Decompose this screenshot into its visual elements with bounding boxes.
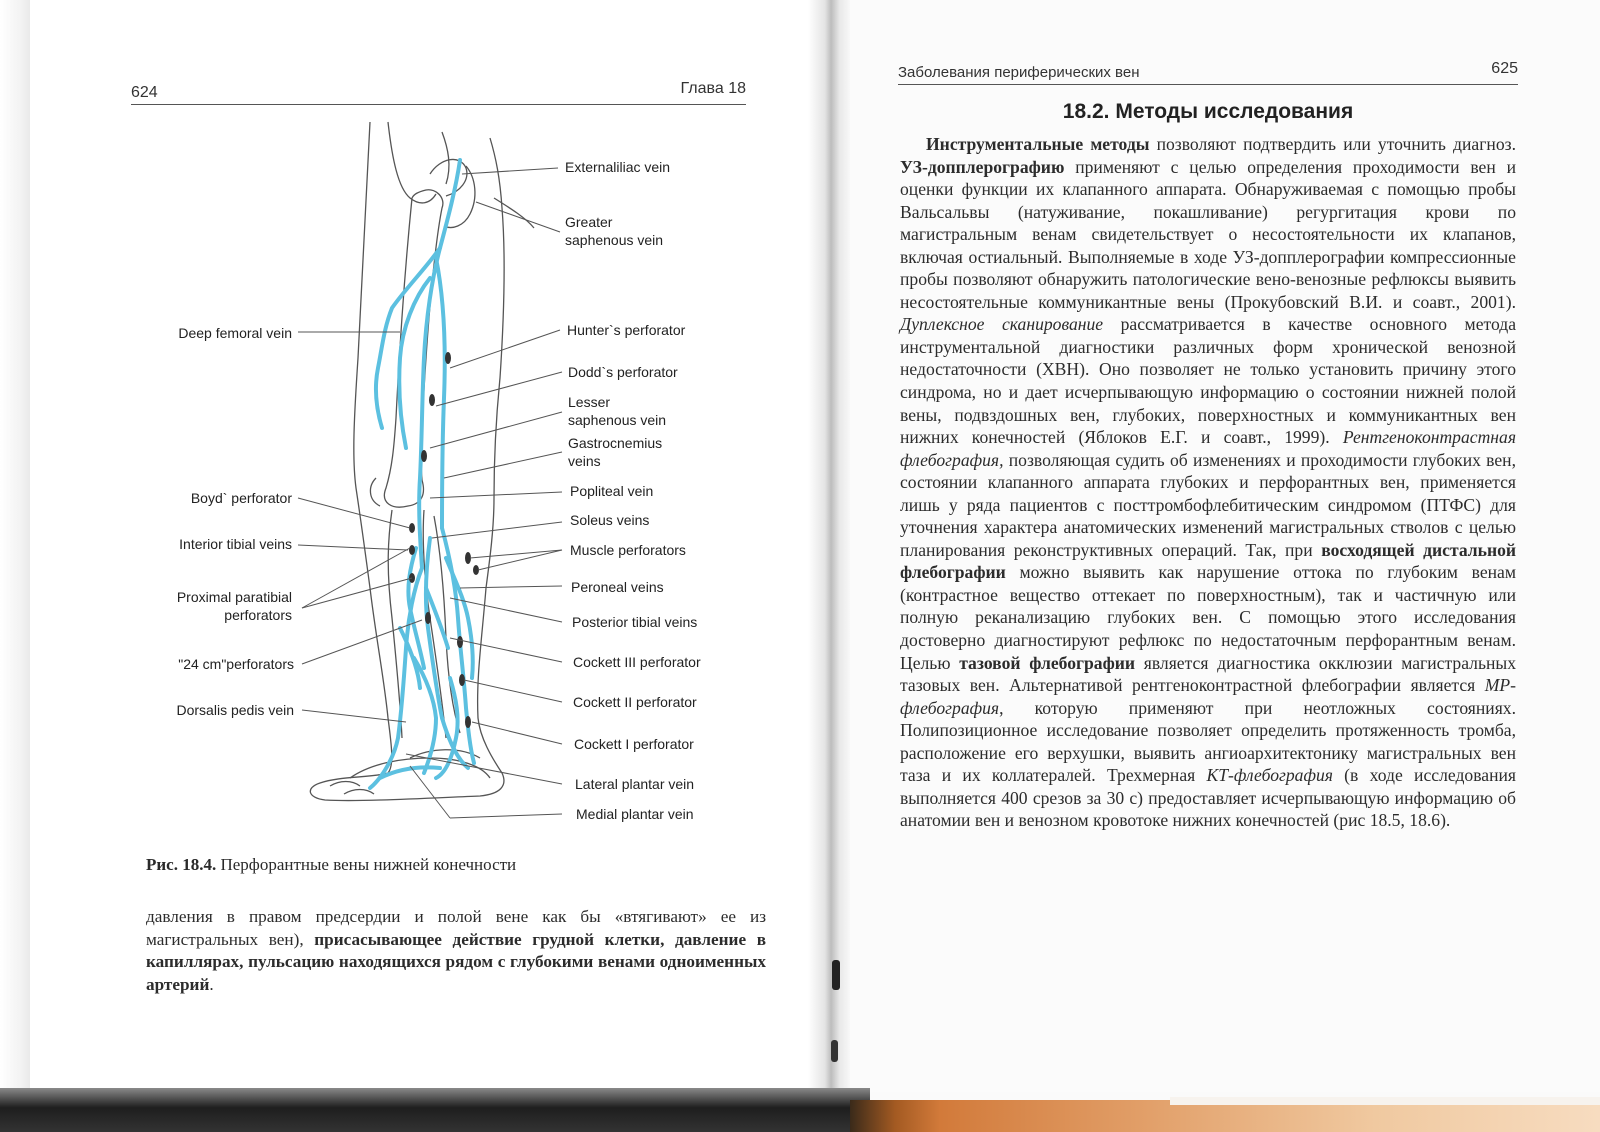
- text-run-bold: тазовой флебографии: [959, 652, 1136, 673]
- cover-shadow: [0, 1088, 870, 1132]
- label-proximal-paratibial-perforators: perforators: [224, 607, 292, 623]
- label-cockett-iii-perforator: Cockett III perforator: [573, 654, 701, 670]
- text-run-bold: УЗ-допплерографию: [900, 156, 1065, 177]
- left-page-text: [146, 906, 766, 996]
- label-peroneal-veins: Peroneal veins: [571, 579, 664, 595]
- label-gastrocnemius-veins: veins: [568, 453, 601, 469]
- label-cockett-i-perforator: Cockett I perforator: [574, 736, 694, 752]
- label-lesser-saphenous-vein: saphenous vein: [568, 412, 667, 428]
- text-run: применяют с целью определения проходимости вен и оценки функции их клапанного аппарата. Обнаруживаемая с помощью пробы Вальсальвы (натуживание, покашливание) регургитация крови по магистральным венам свидетельствует о несостоятельности их клапанов, включая остиальный. Выполняемые в ходе УЗ-допплерографии компрессионные пробы позволяют обнаружить патологические вено-венозные рефлюксы выявить несостоятельные коммуникантные вены (Прокубовский В.И. и соавт., 2001).: [900, 156, 1516, 312]
- text-run-italic: Дуплексное сканирование: [900, 314, 1104, 335]
- text-run: давления в правом предсердии и полой вене как бы «втягивают» ее из магистральных вен),: [146, 907, 766, 949]
- chapter-label: Глава 18: [680, 80, 746, 97]
- text-run: является диагностика окклюзии магистральных тазовых вен. Альтернативой рентгеноконтрастной флебографии является: [900, 652, 1516, 696]
- text-run-italic: КТ-флебография: [1206, 765, 1333, 786]
- text-run: позволяют подтвердить или уточнить диагноз.: [1149, 134, 1516, 154]
- text-run: .: [209, 974, 214, 994]
- label-dodds-perforator: Dodd`s perforator: [568, 364, 678, 380]
- label-proximal-paratibial: Proximal paratibial: [176, 589, 292, 605]
- running-title: Заболевания периферических вен: [898, 64, 1140, 81]
- label-24cm-perforators: "24 cm"perforators: [178, 656, 294, 672]
- label-greater-saphenous-vein: saphenous vein: [565, 232, 664, 248]
- left-page-number: 624: [131, 84, 158, 101]
- label-deep-femoral-vein: Deep femoral vein: [178, 325, 292, 341]
- text-run: можно выявить как нарушение оттока по глубоким венам (контрастное вещество оттекает по поверхностным), так и частичную или полную реканализацию глубоких вен. С помощью этого исследования достоверно диагностируют рефлюкс по недостаточным перфорантным венам. Целью: [900, 562, 1516, 673]
- label-hunters-perforator: Hunter`s perforator: [567, 322, 686, 338]
- label-soleus-veins: Soleus veins: [570, 512, 650, 528]
- caption-text: Перфорантные вены нижней конечности: [216, 855, 517, 874]
- label-dorsalis-pedis-vein: Dorsalis pedis vein: [176, 702, 294, 718]
- book-gutter: [808, 0, 850, 1110]
- label-interior-tibial-veins: Interior tibial veins: [179, 536, 292, 552]
- page-edge-strip: [1170, 1097, 1600, 1105]
- figure-caption: [146, 855, 766, 875]
- text-run-bold: восходящей дистальной флебографии: [900, 539, 1517, 583]
- right-running-head: [898, 60, 1518, 85]
- label-boyd-perforator: Boyd` perforator: [190, 490, 292, 506]
- label-greater: Greater: [565, 214, 613, 230]
- margin-mark: [831, 1040, 838, 1062]
- label-external-iliac-vein: Externaliliac vein: [565, 159, 671, 175]
- right-page-body: [900, 133, 1516, 832]
- text-run: (в ходе исследования выполняется 400 срезов за 30 с) предоставляет исчерпывающую информацию об анатомии вен и венозном кровотоке нижних конечностей (рис 18.5, 18.6).: [900, 765, 1517, 831]
- text-run-bold: присасывающее действие грудной клетки, давление в капиллярах, пульсацию находящихся рядом с глубокими венами одноименных артерий: [146, 929, 766, 994]
- margin-mark: [832, 960, 840, 990]
- label-gastrocnemius: Gastrocnemius: [568, 435, 663, 451]
- text-run: рассматривается в качестве основного метода инструментальной диагностики различных форм хронической венозной недостаточности (ХВН). Оно позволяет не только установить причину этого синдрома, но и дает исчерпывающую информацию о состоянии нижней полой вены, подвздошных вен, глубоких, поверхностных и коммуникантных вен нижних конечностей (Яблоков Е.Г. и соавт., 1999).: [900, 314, 1517, 448]
- text-run-italic: МР-флебография: [900, 675, 1516, 718]
- label-medial-plantar-vein: Medial plantar vein: [576, 806, 694, 822]
- text-run-italic: Рентгеноконтрастная флебография,: [900, 427, 1516, 470]
- caption-label: Рис. 18.4.: [146, 855, 217, 874]
- label-popliteal-vein: Popliteal vein: [570, 483, 654, 499]
- label-cockett-ii-perforator: Cockett II perforator: [573, 694, 697, 710]
- label-posterior-tibial-veins: Posterior tibial veins: [572, 614, 698, 630]
- leg-veins-figure: [130, 118, 770, 848]
- label-muscle-perforators: Muscle perforators: [570, 542, 686, 558]
- section-title: 18.2. Методы исследования: [1062, 100, 1354, 123]
- label-lesser: Lesser: [568, 394, 611, 410]
- text-run: позволяющая судить об изменениях и проходимости глубоких вен, состоянии клапанного аппарата глубоких и перфорантных вен, применяется лишь у ряда пациентов с посттромбофлебитическим синдромом (ПТФС) для уточнения характера анатомических изменений магистральных стволов с целью планирования реконструктивных операций. Так, при: [900, 449, 1516, 560]
- leader-lines: [298, 168, 562, 818]
- label-lateral-plantar-vein: Lateral plantar vein: [575, 776, 695, 792]
- text-run-bold: Инструментальные методы: [926, 134, 1150, 154]
- page-edge: [0, 0, 34, 1132]
- left-running-head: [131, 82, 746, 105]
- text-run: , которую применяют при неотложных состояниях. Полипозиционное исследование позволяет определить протяженность тромба, расположение его верхушки, выявить ангиоархитектонику магистральных вен таза и их коллатералей. Трехмерная: [900, 697, 1516, 786]
- right-page-number: 625: [1491, 60, 1518, 77]
